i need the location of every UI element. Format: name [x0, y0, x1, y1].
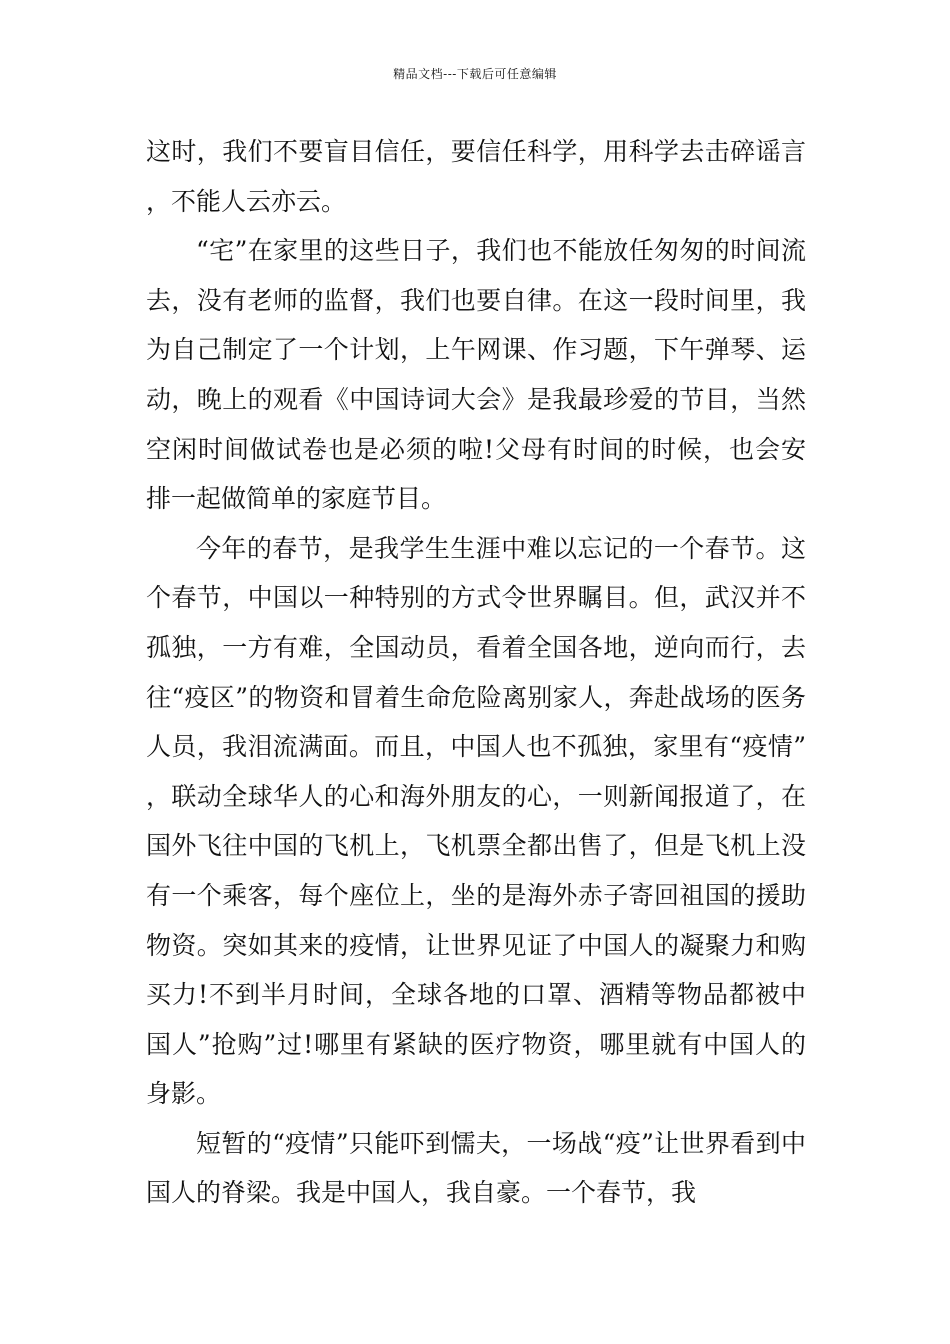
- paragraph-1: 这时，我们不要盲目信任，要信任科学，用科学去击碎谣言，不能人云亦云。: [146, 137, 806, 216]
- document-body: [146, 127, 806, 1218]
- paragraph-2: “宅”在家里的这些日子，我们也不能放任匆匆的时间流去，没有老师的监督，我们也要自律。在这一段时间里，我为自己制定了一个计划，上午网课、作习题，下午弹琴、运动，晚上的观看《中国诗词大会》是我最珍爱的节目，当然空闲时间做试卷也是必须的啦!父母有时间的时候，也会安排一起做简单的家庭节目。: [146, 236, 806, 514]
- paragraph-4: 短暂的“疫情”只能吓到懦夫，一场战“疫”让世界看到中国人的脊梁。我是中国人，我自豪。一个春节，我: [146, 1128, 806, 1208]
- paragraph-3: 今年的春节，是我学生生涯中难以忘记的一个春节。这个春节，中国以一种特别的方式令世界瞩目。但，武汉并不孤独，一方有难，全国动员，看着全国各地，逆向而行，去往“疫区”的物资和冒着生命危险离别家人，奔赴战场的医务人员，我泪流满面。而且，中国人也不孤独，家里有“疫情”，联动全球华人的心和海外朋友的心，一则新闻报道了，在国外飞往中国的飞机上，飞机票全都出售了，但是飞机上没有一个乘客，每个座位上，坐的是海外赤子寄回祖国的援助物资。突如其来的疫情，让世界见证了中国人的凝聚力和购买力!不到半月时间，全球各地的口罩、酒精等物品都被中国人”抢购”过!哪里有紧缺的医疗物资，哪里就有中国人的身影。: [146, 533, 806, 1109]
- page-header: 精品文档---下载后可任意编辑: [393, 67, 557, 81]
